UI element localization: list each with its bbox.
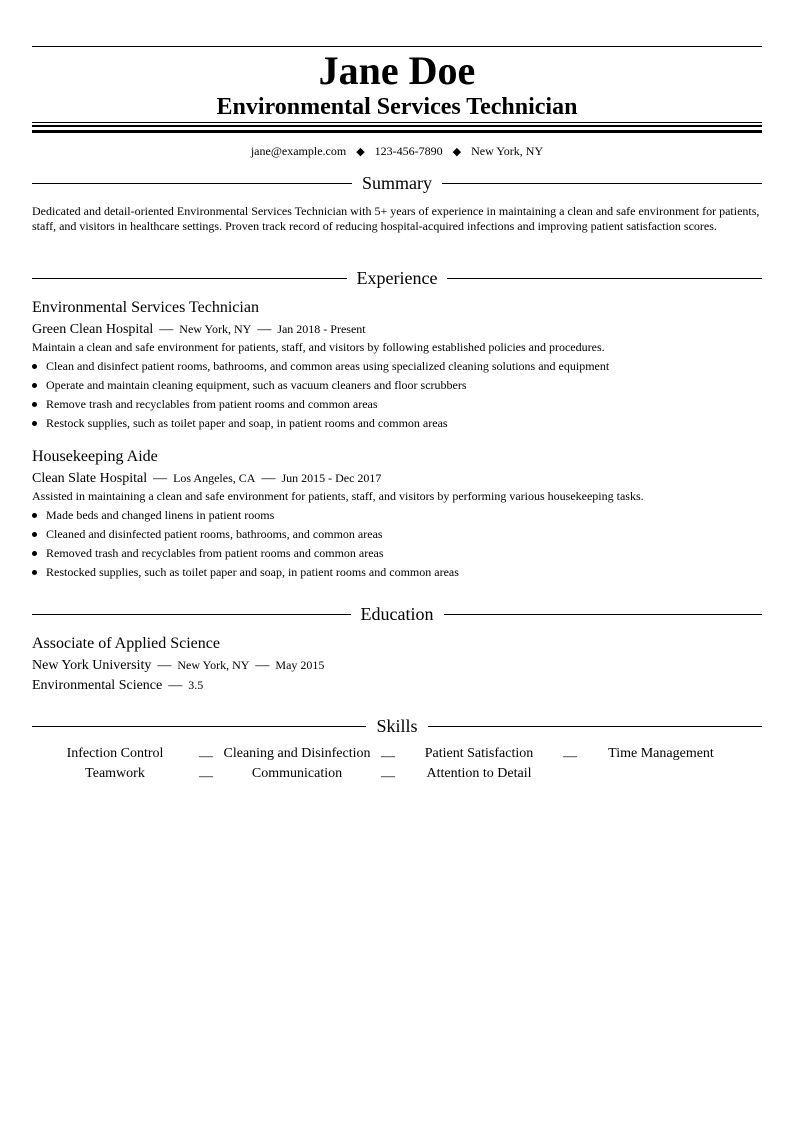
skill-item: Patient Satisfaction [424,746,534,761]
bullet-text: Removed trash and recyclables from patient rooms and common areas [46,546,384,560]
skill-item: Time Management [608,746,714,761]
bullet-text: Clean and disinfect patient rooms, bathrooms, and common areas using specialized cleaning solutions and equipment [46,359,610,373]
section-title: Education [360,604,434,624]
job-meta [32,320,762,340]
bullet-icon [32,513,37,518]
dash-separator: — [168,678,183,693]
education-meta [32,656,762,676]
job-title: Housekeeping Aide [32,448,158,465]
diamond-icon: ◆ [452,146,462,158]
job-dates: Jun 2015 - Dec 2017 [281,471,382,485]
candidate-title: Environmental Services Technician [216,94,578,120]
header-rule-medium [32,125,762,127]
section-header-education [32,603,762,625]
gpa: 3.5 [188,678,204,692]
bullet-text: Remove trash and recyclables from patient rooms and common areas [46,397,378,411]
experience-entry [32,448,762,584]
education-entry [32,635,762,696]
degree: Associate of Applied Science [32,635,220,652]
dash-separator: — [157,658,172,673]
contact-location: New York, NY [471,144,544,158]
job-dates: Jan 2018 - Present [277,322,366,336]
dash-separator: — [159,322,174,337]
job-location: New York, NY [179,322,252,336]
school-location: New York, NY [177,658,250,672]
graduation-date: May 2015 [275,658,325,672]
dash-separator: — [261,471,276,486]
school-name: New York University [32,658,152,673]
job-bullets [32,508,762,584]
skill-item: Attention to Detail [426,766,532,781]
skills-grid [32,744,762,784]
skill-separator: — [563,749,577,764]
section-rule [428,726,762,727]
section-title: Experience [356,268,438,288]
bullet-text: Made beds and changed linens in patient rooms [46,508,275,522]
section-rule [32,614,351,615]
skill-separator: — [199,769,213,784]
dash-separator: — [153,471,168,486]
skill-item: Communication [251,766,343,781]
job-location: Los Angeles, CA [173,471,256,485]
job-bullets [32,359,762,435]
section-title: Summary [362,173,432,193]
bullet-icon [32,551,37,556]
list-item [32,359,762,378]
list-item [32,527,762,546]
section-title: Skills [376,716,418,736]
list-item [32,397,762,416]
contact-phone: 123-456-7890 [374,144,443,158]
skill-item: Cleaning and Disinfection [223,746,371,761]
section-header-summary [32,172,762,194]
candidate-name: Jane Doe [318,48,476,93]
skills-row [32,744,762,764]
education-major-line [32,676,762,696]
bullet-icon [32,570,37,575]
section-rule [447,278,762,279]
job-title: Environmental Services Technician [32,299,259,316]
job-meta [32,469,762,489]
section-rule [444,614,763,615]
list-item [32,546,762,565]
bullet-text: Restock supplies, such as toilet paper and soap, in patient rooms and common areas [46,416,448,430]
section-rule [32,183,352,184]
list-item [32,508,762,527]
bullet-icon [32,402,37,407]
contact-line [32,143,762,160]
job-description: Assisted in maintaining a clean and safe environment for patients, staff, and visitors by performing various housekeeping tasks. [32,489,644,503]
bullet-icon [32,532,37,537]
job-company: Green Clean Hospital [32,322,154,337]
dash-separator: — [255,658,270,673]
bullet-text: Operate and maintain cleaning equipment, such as vacuum cleaners and floor scrubbers [46,378,467,392]
bullet-icon [32,421,37,426]
dash-separator: — [257,322,272,337]
major: Environmental Science [32,678,163,693]
diamond-icon: ◆ [356,146,365,158]
skills-row [32,764,762,784]
bullet-text: Restocked supplies, such as toilet paper and soap, in patient rooms and common areas [46,565,459,579]
bullet-icon [32,383,37,388]
header-top-rule [32,46,762,47]
contact-email: jane@example.com [250,144,347,158]
skill-separator: — [381,749,395,764]
section-rule [32,726,366,727]
job-company: Clean Slate Hospital [32,471,148,486]
bullet-icon [32,364,37,369]
list-item [32,416,762,435]
bullet-text: Cleaned and disinfected patient rooms, bathrooms, and common areas [46,527,383,541]
section-rule [442,183,762,184]
skill-item: Infection Control [66,746,164,761]
section-header-experience [32,267,762,289]
experience-entry [32,299,762,435]
summary-text: Dedicated and detail-oriented Environmental Services Technician with 5+ years of experience in maintaining a clean and safe environment for patients, staff, and visitors in healthcare settings. Proven track record of reducing hospital-acquired infections and improving patient satisfaction scores. [32,204,760,233]
section-header-skills [32,715,762,737]
skill-separator: — [199,749,213,764]
header-rule-thin [32,122,762,123]
job-description: Maintain a clean and safe environment for patients, staff, and visitors by following established policies and procedures. [32,340,605,354]
header-rule-thick [32,130,762,133]
list-item [32,565,762,584]
list-item [32,378,762,397]
section-rule [32,278,347,279]
skill-item: Teamwork [85,766,145,781]
skill-separator: — [381,769,395,784]
